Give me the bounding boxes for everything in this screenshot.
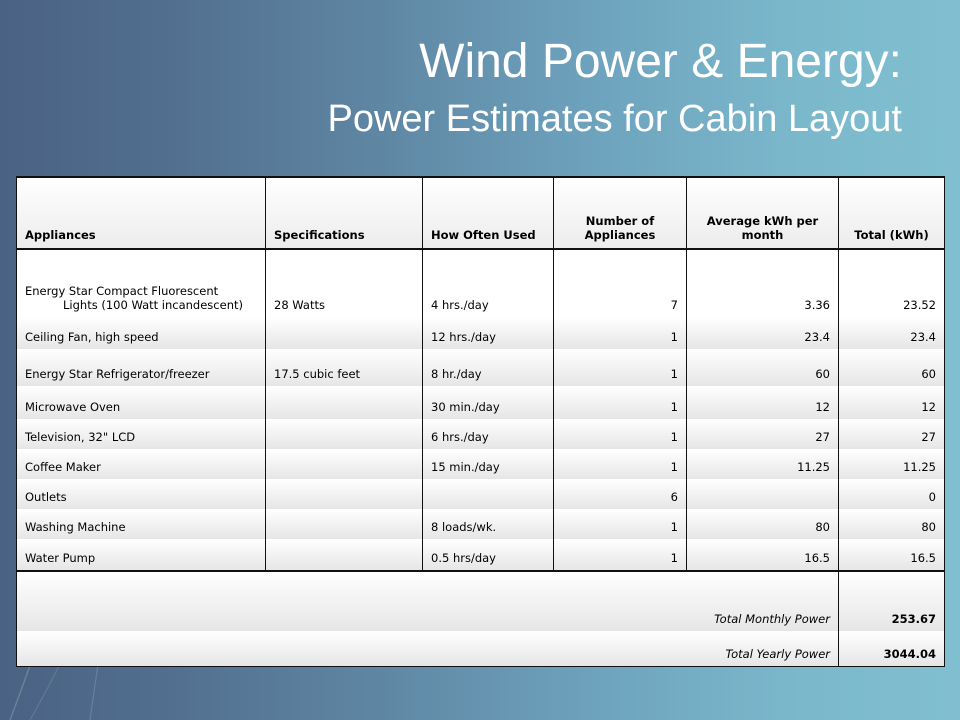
- table-row: [17, 349, 945, 386]
- cell-total-kwh: 23.52: [839, 249, 945, 317]
- cell-spec: [266, 509, 423, 539]
- cell-appliance: Outlets: [17, 479, 266, 509]
- cell-total-kwh: 60: [839, 349, 945, 386]
- cell-spec: [266, 539, 423, 571]
- cell-count: 1: [554, 449, 687, 479]
- cell-usage: 12 hrs./day: [423, 317, 554, 349]
- table-row: [17, 539, 945, 571]
- cell-usage: 0.5 hrs/day: [423, 539, 554, 571]
- cell-total-kwh: 11.25: [839, 449, 945, 479]
- title-main: Wind Power & Energy:: [419, 35, 902, 88]
- cell-avg-kwh: 16.5: [687, 539, 839, 571]
- cell-appliance: [17, 249, 266, 317]
- total-yearly-row: [17, 631, 945, 666]
- total-yearly-label: Total Yearly Power: [17, 631, 839, 666]
- cell-avg-kwh: 60: [687, 349, 839, 386]
- table-row: [17, 317, 945, 349]
- table-row: [17, 479, 945, 509]
- cell-appliance: Washing Machine: [17, 509, 266, 539]
- cell-usage: [423, 479, 554, 509]
- cell-total-kwh: 23.4: [839, 317, 945, 349]
- cell-count: 7: [554, 249, 687, 317]
- cell-appliance: Microwave Oven: [17, 386, 266, 419]
- col-header-specifications: Specifications: [266, 177, 423, 249]
- cell-usage: 30 min./day: [423, 386, 554, 419]
- cell-count: 1: [554, 349, 687, 386]
- cell-spec: [266, 479, 423, 509]
- cell-spec: [266, 419, 423, 449]
- title-subtitle: Power Estimates for Cabin Layout: [327, 98, 902, 140]
- cell-usage: 15 min./day: [423, 449, 554, 479]
- cell-avg-kwh: 80: [687, 509, 839, 539]
- cell-appliance: Water Pump: [17, 539, 266, 571]
- cell-usage: 4 hrs./day: [423, 249, 554, 317]
- cell-appliance: Energy Star Refrigerator/freezer: [17, 349, 266, 386]
- cell-total-kwh: 0: [839, 479, 945, 509]
- total-monthly-row: [17, 571, 945, 631]
- cell-spec: 28 Watts: [266, 249, 423, 317]
- cell-total-kwh: 27: [839, 419, 945, 449]
- cell-usage: 8 loads/wk.: [423, 509, 554, 539]
- cell-spec: [266, 386, 423, 419]
- table-row: [17, 509, 945, 539]
- cell-avg-kwh: [687, 479, 839, 509]
- appliance-name-line1: Energy Star Compact Fluorescent: [25, 284, 219, 298]
- slide-title: [328, 30, 903, 144]
- power-estimates-table: [16, 176, 945, 667]
- col-header-appliances: Appliances: [17, 177, 266, 249]
- cell-avg-kwh: 12: [687, 386, 839, 419]
- cell-total-kwh: 12: [839, 386, 945, 419]
- cell-avg-kwh: 11.25: [687, 449, 839, 479]
- cell-usage: 8 hr./day: [423, 349, 554, 386]
- table-row: [17, 249, 945, 317]
- col-header-average-kwh: Average kWh per month: [687, 177, 839, 249]
- cell-avg-kwh: 3.36: [687, 249, 839, 317]
- table-header-row: [17, 177, 945, 249]
- cell-count: 1: [554, 317, 687, 349]
- appliance-name-line2: Lights (100 Watt incandescent): [63, 298, 243, 312]
- cell-count: 6: [554, 479, 687, 509]
- table-row: [17, 419, 945, 449]
- cell-spec: 17.5 cubic feet: [266, 349, 423, 386]
- total-monthly-label: Total Monthly Power: [17, 571, 839, 631]
- cell-usage: 6 hrs./day: [423, 419, 554, 449]
- cell-count: 1: [554, 509, 687, 539]
- cell-spec: [266, 317, 423, 349]
- col-header-number-of-appliances: Number of Appliances: [554, 177, 687, 249]
- cell-appliance: Coffee Maker: [17, 449, 266, 479]
- table-row: [17, 386, 945, 419]
- cell-count: 1: [554, 539, 687, 571]
- col-header-how-often-used: How Often Used: [423, 177, 554, 249]
- cell-appliance: Television, 32" LCD: [17, 419, 266, 449]
- col-header-total-kwh: Total (kWh): [839, 177, 945, 249]
- cell-total-kwh: 80: [839, 509, 945, 539]
- total-yearly-value: 3044.04: [839, 631, 945, 666]
- cell-spec: [266, 449, 423, 479]
- cell-count: 1: [554, 386, 687, 419]
- cell-avg-kwh: 27: [687, 419, 839, 449]
- cell-avg-kwh: 23.4: [687, 317, 839, 349]
- cell-appliance: Ceiling Fan, high speed: [17, 317, 266, 349]
- table-row: [17, 449, 945, 479]
- cell-count: 1: [554, 419, 687, 449]
- total-monthly-value: 253.67: [839, 571, 945, 631]
- cell-total-kwh: 16.5: [839, 539, 945, 571]
